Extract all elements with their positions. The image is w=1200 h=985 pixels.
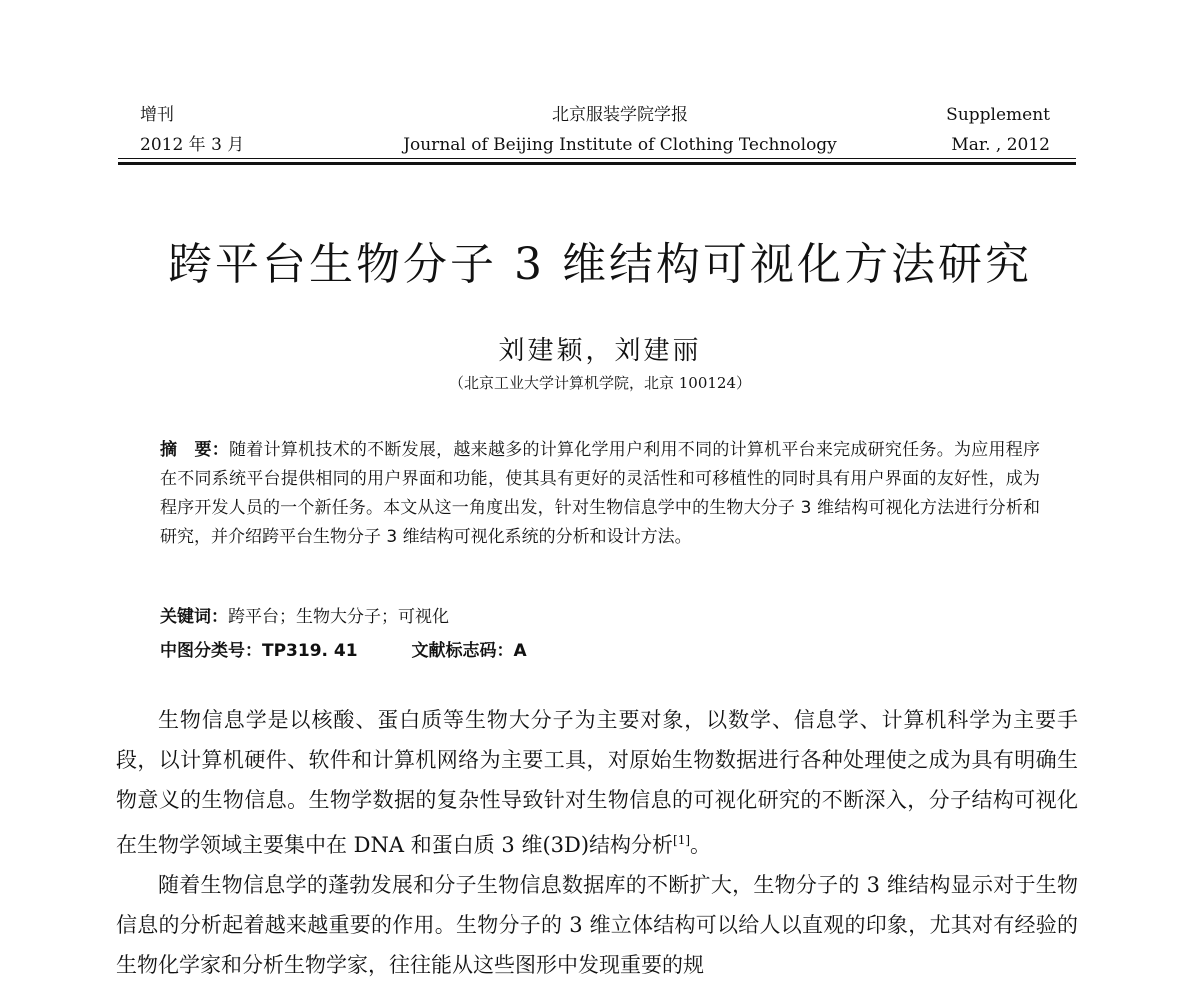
paper-affiliation: （北京工业大学计算机学院，北京 100124） bbox=[448, 374, 752, 392]
clc-label: 中图分类号： bbox=[160, 641, 262, 661]
citation-ref: [1] bbox=[673, 833, 691, 847]
journal-title-en: Journal of Beijing Institute of Clothing Technology bbox=[403, 135, 837, 155]
body-paragraph-1-end: 。 bbox=[690, 833, 712, 857]
header-rule-thin bbox=[118, 158, 1076, 159]
keywords-text: 跨平台；生物大分子；可视化 bbox=[228, 607, 449, 627]
doc-code-label: 文献标志码： bbox=[411, 641, 514, 661]
journal-header-left bbox=[140, 100, 244, 160]
doc-code-value: A bbox=[513, 641, 527, 661]
paper-title: 跨平台生物分子 3 维结构可视化方法研究 bbox=[168, 239, 1032, 290]
abstract-label: 摘 要： bbox=[160, 440, 230, 460]
body-paragraph-2: 随着生物信息学的蓬勃发展和分子生物信息数据库的不断扩大，生物分子的 3 维结构显示对于生物信息的分析起着越来越重要的作用。生物分子的 3 维立体结构可以给人以直观的印象，尤其对有经验的生物化学家和分析生物学家，往往能从这些图形中发现重要的规 bbox=[116, 873, 1078, 977]
keywords-label: 关键词： bbox=[160, 607, 228, 627]
header-rule-thick bbox=[118, 162, 1076, 165]
issue-label: 增刊 bbox=[140, 105, 174, 125]
abstract-text: 随着计算机技术的不断发展，越来越多的计算化学用户利用不同的计算机平台来完成研究任务。为应用程序在不同系统平台提供相同的用户界面和功能，使其具有更好的灵活性和可移植性的同时具有用户界面的友好性，成为程序开发人员的一个新任务。本文从这一角度出发，针对生物信息学中的生物大分子 3 维结构可视化方法进行分析和研究，并介绍跨平台生物分子 3 维结构可视化系统的分析和设计方法。 bbox=[160, 440, 1041, 547]
issue-label-en: Supplement bbox=[946, 105, 1050, 125]
issue-date-en: Mar. , 2012 bbox=[951, 135, 1050, 155]
journal-title-cn: 北京服装学院学报 bbox=[552, 105, 688, 125]
journal-header-center bbox=[360, 100, 880, 160]
body-paragraph-1 bbox=[116, 700, 1078, 865]
abstract bbox=[160, 436, 1040, 552]
issue-date: 2012 年 3 月 bbox=[140, 135, 245, 155]
body-paragraph-1-text: 生物信息学是以核酸、蛋白质等生物大分子为主要对象，以数学、信息学、计算机科学为主要手段，以计算机硬件、软件和计算机网络为主要工具，对原始生物数据进行各种处理使之成为具有明确生物意义的生物信息。生物学数据的复杂性导致针对生物信息的可视化研究的不断深入，分子结构可视化在生物学领域主要集中在 DNA 和蛋白质 3 维(3D)结构分析 bbox=[116, 708, 1078, 857]
clc-value: TP319. 41 bbox=[262, 641, 358, 661]
paper-authors: 刘建颖，刘建丽 bbox=[498, 336, 702, 366]
keywords bbox=[160, 602, 449, 627]
classification bbox=[160, 636, 527, 661]
body-text bbox=[116, 700, 1078, 985]
journal-header-right bbox=[946, 100, 1050, 160]
